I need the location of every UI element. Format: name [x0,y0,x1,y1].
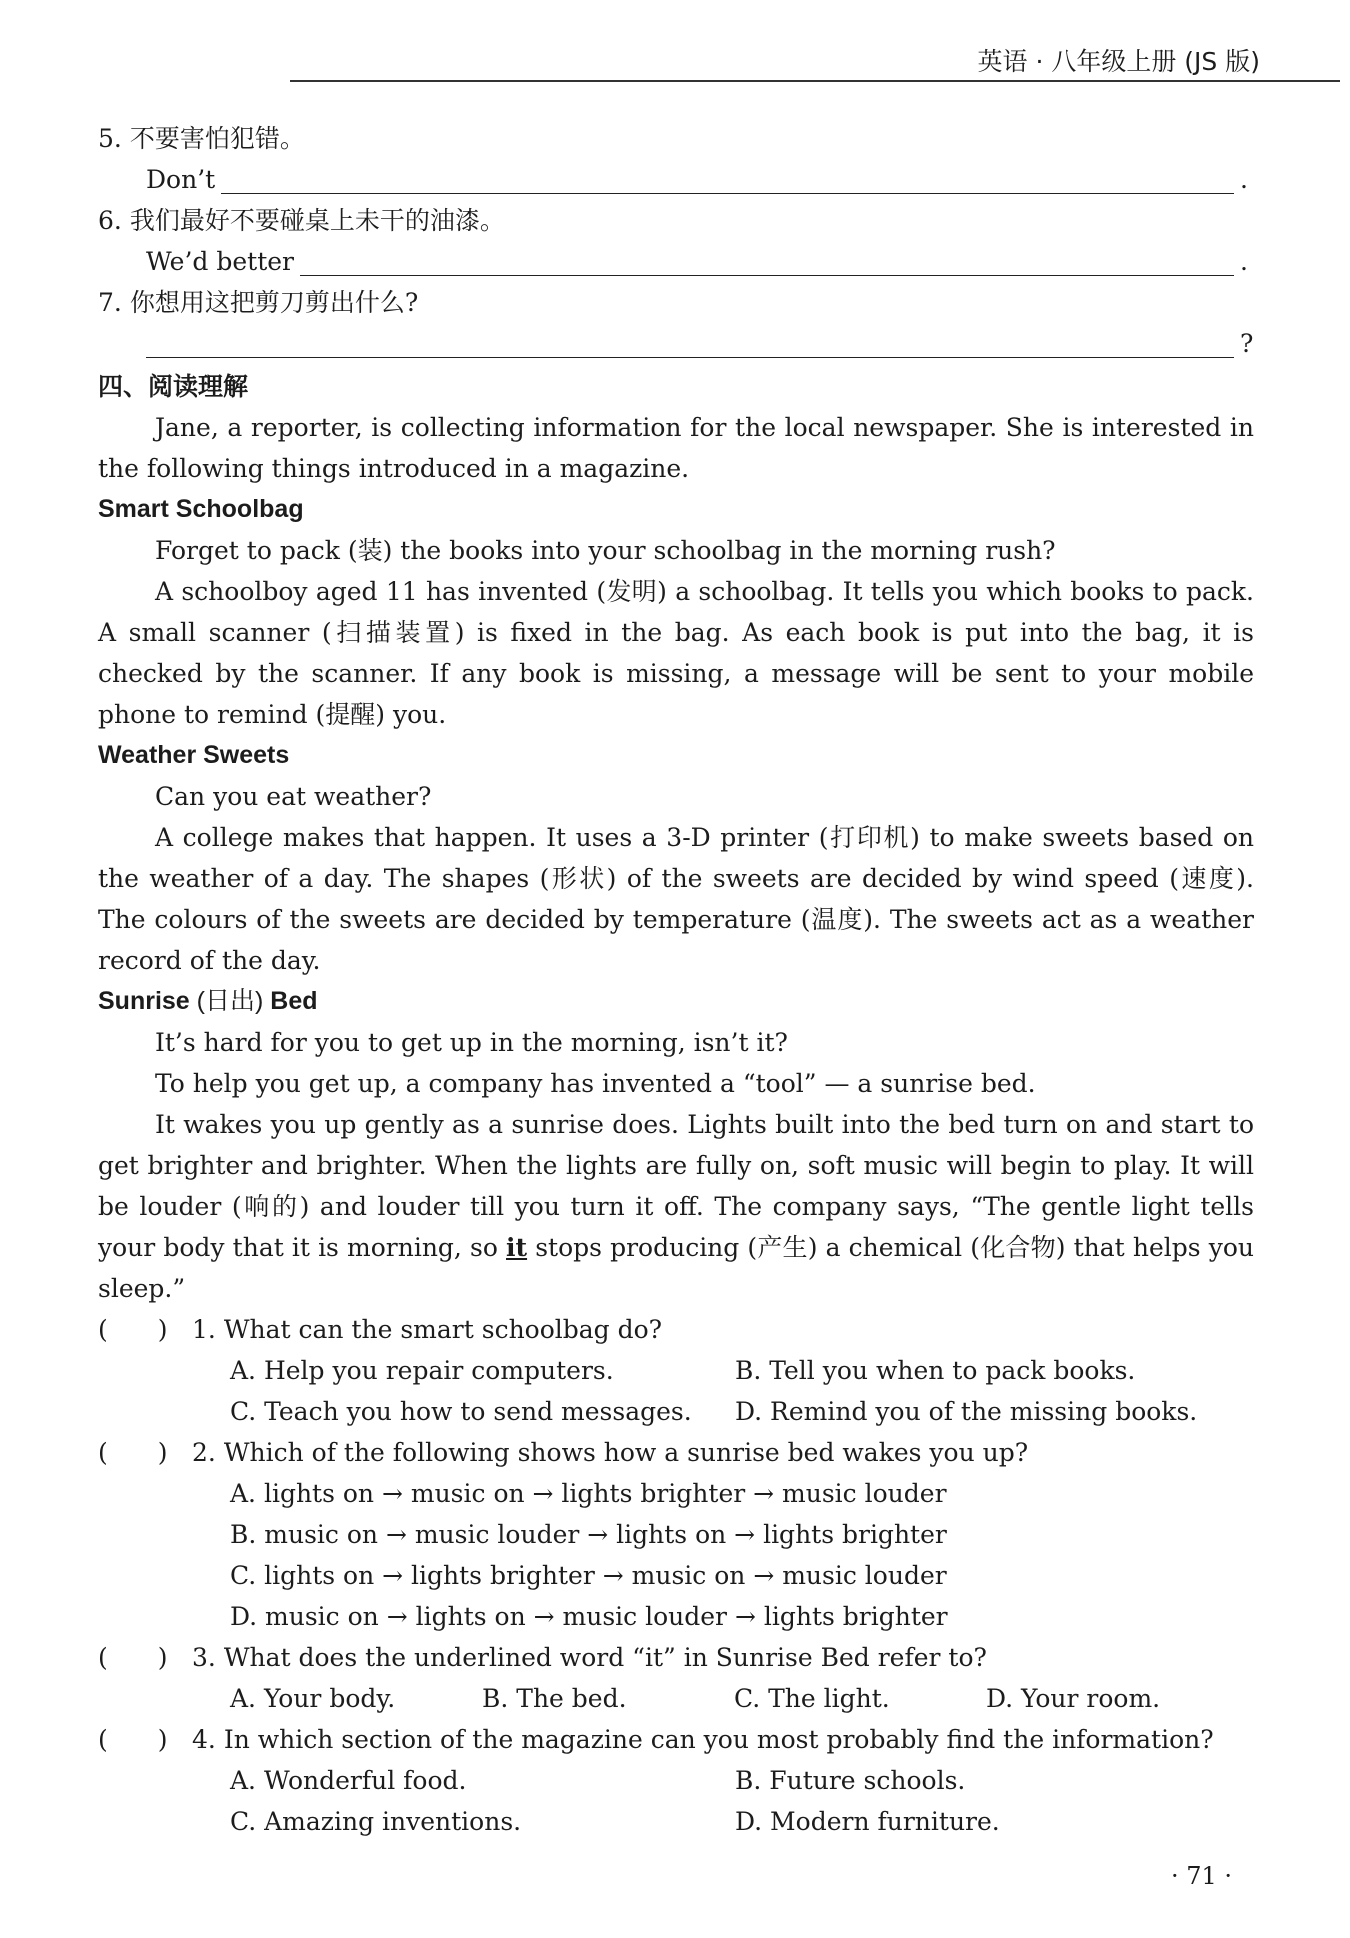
question-number: 6. [98,206,122,235]
prompt-text: 我们最好不要碰桌上未干的油漆。 [129,206,505,235]
question-number: 3. [192,1643,216,1672]
option-a: A. Help you repair computers. [230,1356,614,1385]
question-number: 4. [192,1725,216,1754]
question-number: 7. [98,288,122,317]
answer-lead: Don’t [146,165,216,194]
answer-blank[interactable] [146,327,1234,358]
prompt-text: 你想用这把剪刀剪出什么? [129,288,419,317]
section-heading: 四、阅读理解 [98,372,249,401]
question-number: 1. [192,1315,216,1344]
translation-prompt [98,282,1254,323]
answer-row [98,241,1254,282]
option-d: D. music on → lights on → music louder → lights brighter [230,1602,948,1631]
article-title-sweets: Weather Sweets [98,741,290,769]
option-c: C. Amazing inventions. [230,1807,522,1836]
answer-end: . [1240,247,1248,276]
article-body-sweets: Can you eat weather? A college makes that happen. It uses a 3-D printer (打印机) to make sweets based on the weather of a day. The shapes (形状) of the sweets are decided by wind speed (速度). The colours of the sweets are decided by temperature (温度). The sweets act as a weather record of the day. [98,782,1254,975]
answer-end: . [1240,165,1248,194]
answer-bracket[interactable]: ( ) [98,1315,168,1344]
question-2 [98,1432,1254,1637]
option-d: D. Your room. [986,1684,1161,1713]
translation-prompt [98,118,1254,159]
question-number: 5. [98,124,122,153]
option-c: C. The light. [734,1684,890,1713]
answer-row [98,159,1254,200]
option-c: C. Teach you how to send messages. [230,1397,692,1426]
option-b: B. music on → music louder → lights on → lights brighter [230,1520,947,1549]
answer-row [98,323,1254,364]
question-1 [98,1309,1254,1432]
translation-item-6 [98,200,1254,282]
answer-lead: We’d better [146,247,294,276]
option-d: D. Modern furniture. [735,1807,1000,1836]
intro-paragraph: Jane, a reporter, is collecting information for the local newspaper. She is interested in the following things introduced in a magazine. [98,413,1254,483]
translation-item-5 [98,118,1254,200]
header-title: 英语 · 八年级上册 (JS 版) [977,47,1260,76]
option-c: C. lights on → lights brighter → music on → music louder [230,1561,947,1590]
translation-prompt [98,200,1254,241]
question-text: What can the smart schoolbag do? [223,1315,663,1344]
underlined-word: it [506,1233,528,1262]
translation-item-7 [98,282,1254,364]
prompt-text: 不要害怕犯错。 [129,124,305,153]
article-body-bed: It’s hard for you to get up in the morning, isn’t it? To help you get up, a company has invented a “tool” — a sunrise bed. It wakes you up gently as a sunrise does. Lights built into the bed turn on and start to get brighter and brighter. When the lights are fully on, soft music will begin to play. It will be louder (响的) and louder till you turn it off. The company says, “The gentle light tells your body that it is morning, so it stops producing (产生) a chemical (化合物) that helps you sleep.” [98,1028,1254,1303]
option-b: B. The bed. [482,1684,627,1713]
article-title-schoolbag: Smart Schoolbag [98,495,304,523]
option-b: B. Tell you when to pack books. [735,1356,1136,1385]
option-b: B. Future schools. [735,1766,966,1795]
answer-bracket[interactable]: ( ) [98,1438,168,1467]
answer-blank[interactable] [221,163,1234,194]
article-title-bed: Sunrise (日出) Bed [98,987,318,1015]
answer-bracket[interactable]: ( ) [98,1643,168,1672]
question-text: In which section of the magazine can you most probably find the information? [223,1725,1214,1754]
question-text: What does the underlined word “it” in Sunrise Bed refer to? [223,1643,987,1672]
question-4 [98,1719,1254,1842]
question-text: Which of the following shows how a sunrise bed wakes you up? [223,1438,1029,1467]
option-a: A. Wonderful food. [230,1766,467,1795]
option-d: D. Remind you of the missing books. [735,1397,1198,1426]
answer-blank[interactable] [300,245,1234,276]
header-rule [290,80,1340,82]
answer-bracket[interactable]: ( ) [98,1725,168,1754]
answer-end: ? [1240,329,1254,358]
page-content [98,118,1254,1842]
question-3 [98,1637,1254,1719]
option-a: A. lights on → music on → lights brighter → music louder [230,1479,947,1508]
question-number: 2. [192,1438,216,1467]
option-a: A. Your body. [230,1684,396,1713]
article-body-schoolbag: Forget to pack (装) the books into your schoolbag in the morning rush? A schoolboy aged 11 has invented (发明) a schoolbag. It tells you which books to pack. A small scanner (扫描装置) is fixed in the bag. As each book is put into the bag, it is checked by the scanner. If any book is missing, a message will be sent to your mobile phone to remind (提醒) you. [98,536,1254,729]
page-number: · 71 · [1170,1862,1232,1890]
